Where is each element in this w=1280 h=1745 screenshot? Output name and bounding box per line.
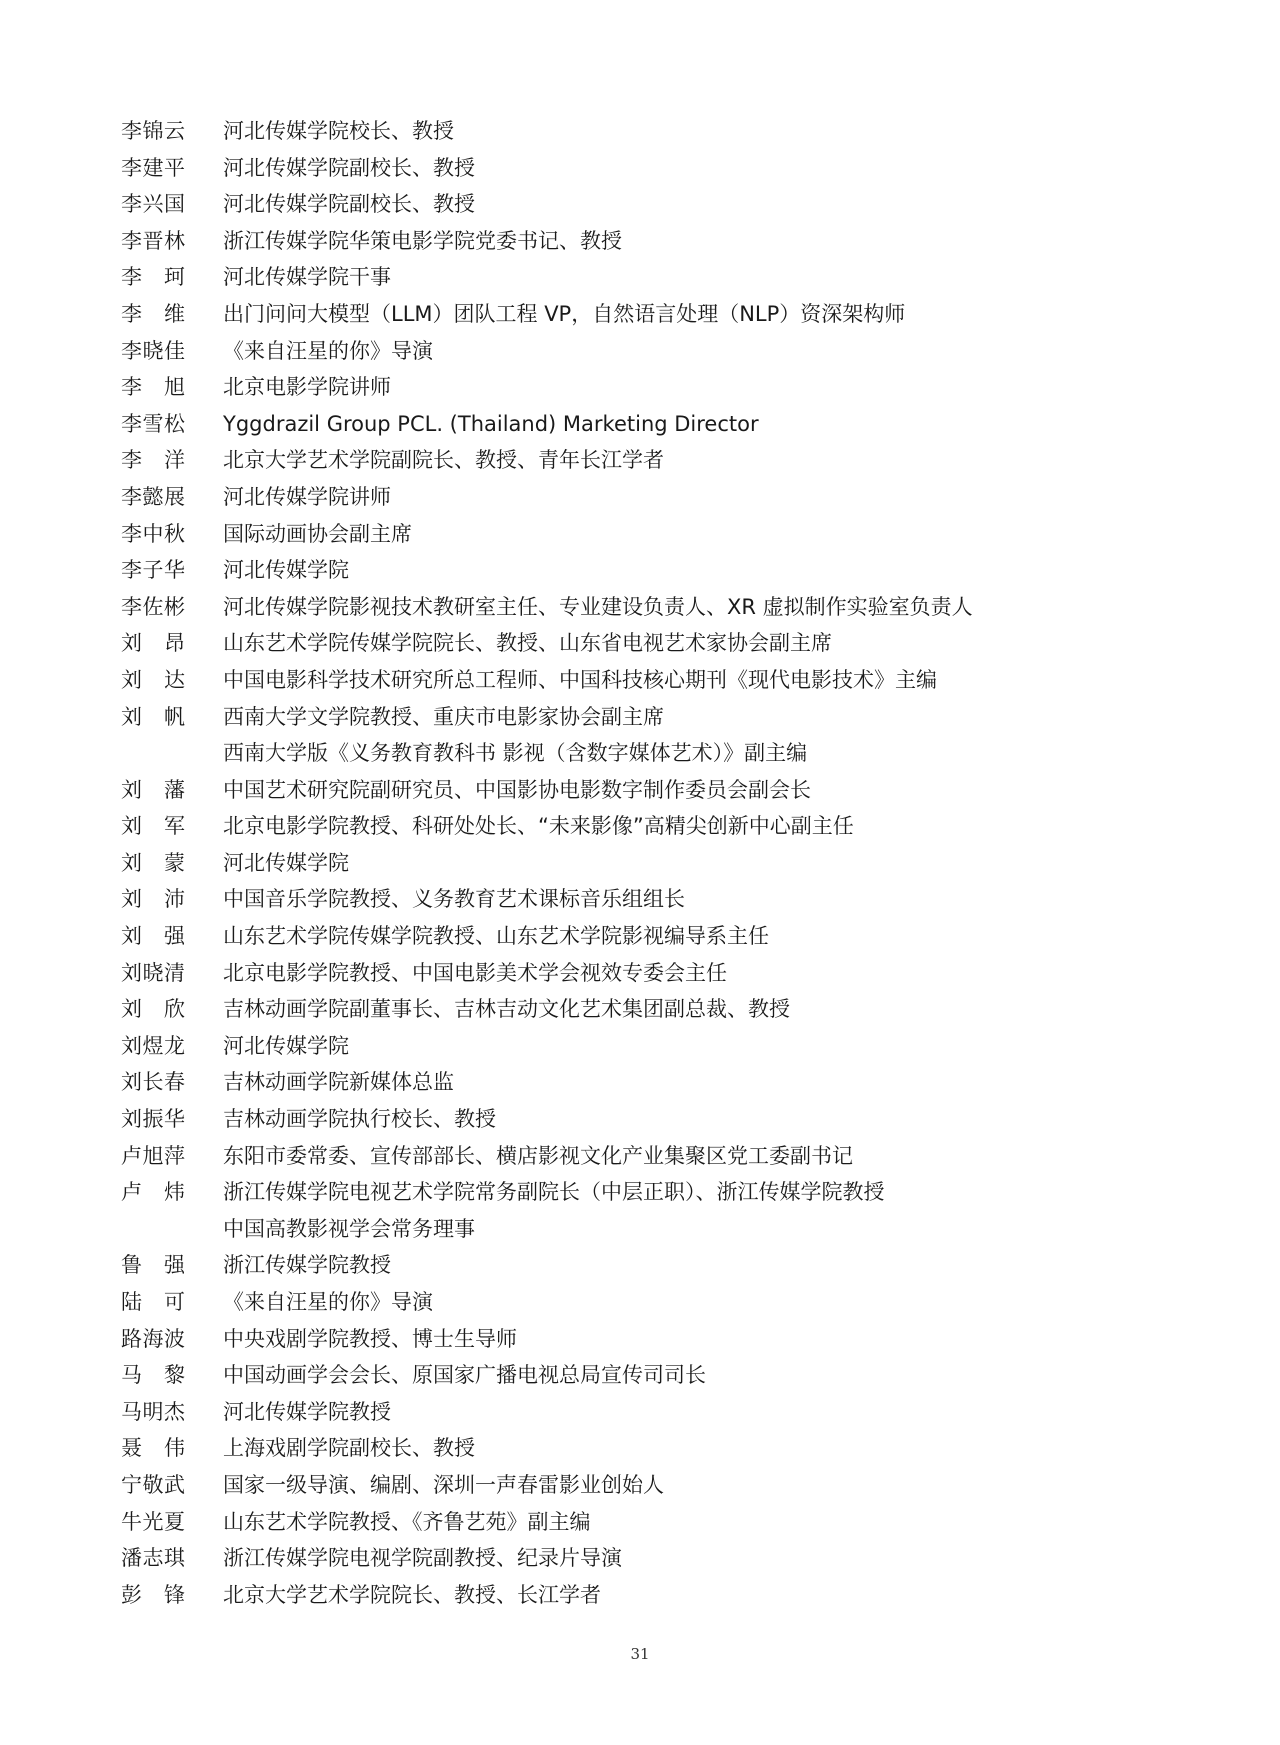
person-title: 出门问问大模型（LLM）团队工程 VP，自然语言处理（NLP）资深架构师 <box>223 301 906 326</box>
list-item <box>121 1394 1181 1431</box>
person-title: Yggdrazil Group PCL. (Thailand) Marketing Director <box>223 411 759 436</box>
person-name: 李雪松 <box>121 411 186 436</box>
person-title: 中国电影科学技术研究所总工程师、中国科技核心期刊《现代电影技术》主编 <box>223 667 937 692</box>
list-item <box>121 589 1181 626</box>
list-item <box>121 1247 1181 1284</box>
person-name: 马 黎 <box>121 1363 186 1388</box>
list-item <box>121 699 1181 736</box>
person-title: 河北传媒学院 <box>223 558 349 583</box>
person-title: 吉林动画学院新媒体总监 <box>223 1070 454 1095</box>
person-title: 《来自汪星的你》导演 <box>223 338 433 363</box>
person-title: 浙江传媒学院电视艺术学院常务副院长（中层正职）、浙江传媒学院教授 <box>223 1180 885 1205</box>
person-title: 中国高教影视学会常务理事 <box>223 1216 475 1241</box>
person-title: 中国音乐学院教授、义务教育艺术课标音乐组组长 <box>223 887 685 912</box>
list-item <box>121 772 1181 809</box>
person-name: 刘 帆 <box>121 704 186 729</box>
person-name: 李晋林 <box>121 228 186 253</box>
list-item <box>121 918 1181 955</box>
person-name: 牛光夏 <box>121 1509 186 1534</box>
list-item <box>121 186 1181 223</box>
list-item <box>121 1211 1181 1248</box>
list-item <box>121 442 1181 479</box>
person-title: 吉林动画学院副董事长、吉林吉动文化艺术集团副总裁、教授 <box>223 997 790 1022</box>
list-item <box>121 479 1181 516</box>
person-title: 河北传媒学院 <box>223 850 349 875</box>
person-title: 东阳市委常委、宣传部部长、横店影视文化产业集聚区党工委副书记 <box>223 1143 853 1168</box>
list-item <box>121 845 1181 882</box>
list-item <box>121 406 1181 443</box>
person-name: 刘晓清 <box>121 960 186 985</box>
list-item <box>121 881 1181 918</box>
list-item <box>121 552 1181 589</box>
person-title: 西南大学文学院教授、重庆市电影家协会副主席 <box>223 704 664 729</box>
page-number: 31 <box>630 1645 650 1663</box>
person-name: 聂 伟 <box>121 1436 186 1461</box>
person-name: 彭 锋 <box>121 1582 186 1607</box>
person-name: 刘 达 <box>121 667 186 692</box>
person-title: 国家一级导演、编剧、深圳一声春雷影业创始人 <box>223 1472 664 1497</box>
person-title: 河北传媒学院影视技术教研室主任、专业建设负责人、XR 虚拟制作实验室负责人 <box>223 594 973 619</box>
person-name: 刘振华 <box>121 1107 186 1132</box>
person-name: 刘 蒙 <box>121 850 186 875</box>
list-item <box>121 223 1181 260</box>
person-name: 刘长春 <box>121 1070 186 1095</box>
person-title: 西南大学版《义务教育教科书 影视（含数字媒体艺术）》副主编 <box>223 741 808 766</box>
person-title: 浙江传媒学院电视学院副教授、纪录片导演 <box>223 1546 622 1571</box>
person-name: 卢 炜 <box>121 1180 186 1205</box>
person-title: 河北传媒学院 <box>223 1033 349 1058</box>
person-name: 李建平 <box>121 155 186 180</box>
person-name: 李锦云 <box>121 119 186 143</box>
person-title: 河北传媒学院讲师 <box>223 484 391 509</box>
person-title: 北京电影学院教授、中国电影美术学会视效专委会主任 <box>223 960 727 985</box>
person-title: 北京电影学院讲师 <box>223 375 391 400</box>
person-name: 李 旭 <box>121 375 186 400</box>
person-title: 国际动画协会副主席 <box>223 521 412 546</box>
person-name: 刘 军 <box>121 814 186 839</box>
person-name: 李 洋 <box>121 448 186 473</box>
person-title: 山东艺术学院传媒学院院长、教授、山东省电视艺术家协会副主席 <box>223 631 832 656</box>
person-title: 河北传媒学院副校长、教授 <box>223 155 475 180</box>
person-name: 刘 沛 <box>121 887 186 912</box>
list-item <box>121 369 1181 406</box>
list-item <box>121 1577 1181 1614</box>
person-name: 李 珂 <box>121 265 186 290</box>
list-item <box>121 1357 1181 1394</box>
person-title: 山东艺术学院教授、《齐鲁艺苑》副主编 <box>223 1509 591 1534</box>
person-title: 中国艺术研究院副研究员、中国影协电影数字制作委员会副会长 <box>223 777 811 802</box>
list-item <box>121 1430 1181 1467</box>
person-name: 李 维 <box>121 301 186 326</box>
person-title: 河北传媒学院教授 <box>223 1399 391 1424</box>
person-name: 刘 欣 <box>121 997 186 1022</box>
list-item <box>121 735 1181 772</box>
person-title: 河北传媒学院干事 <box>223 265 391 290</box>
person-name: 李中秋 <box>121 521 186 546</box>
list-item <box>121 1101 1181 1138</box>
list-item <box>121 955 1181 992</box>
list-item <box>121 625 1181 662</box>
person-name: 陆 可 <box>121 1290 186 1314</box>
list-item <box>121 1064 1181 1101</box>
person-name: 刘 藩 <box>121 777 186 802</box>
person-name: 李兴国 <box>121 192 186 217</box>
person-name: 卢旭萍 <box>121 1143 186 1168</box>
list-item <box>121 1174 1181 1211</box>
person-name: 李佐彬 <box>121 594 186 619</box>
person-name: 李晓佳 <box>121 338 186 363</box>
person-title: 北京大学艺术学院副院长、教授、青年长江学者 <box>223 448 664 473</box>
list-item <box>121 333 1181 370</box>
person-name: 刘 昂 <box>121 631 186 656</box>
person-name: 马明杰 <box>121 1399 186 1424</box>
list-item <box>121 991 1181 1028</box>
person-name: 李懿展 <box>121 484 186 509</box>
list-item <box>121 1504 1181 1541</box>
person-name: 潘志琪 <box>121 1546 186 1571</box>
person-name: 刘煜龙 <box>121 1033 186 1058</box>
person-title: 中央戏剧学院教授、博士生导师 <box>223 1326 517 1351</box>
person-name: 刘 强 <box>121 924 186 949</box>
person-title: 浙江传媒学院教授 <box>223 1253 391 1278</box>
person-title: 北京大学艺术学院院长、教授、长江学者 <box>223 1582 601 1607</box>
list-item <box>121 1028 1181 1065</box>
list-item <box>121 1284 1181 1321</box>
person-title: 河北传媒学院副校长、教授 <box>223 192 475 217</box>
person-title: 浙江传媒学院华策电影学院党委书记、教授 <box>223 228 622 253</box>
list-item <box>121 113 1181 150</box>
list-item <box>121 662 1181 699</box>
person-title: 山东艺术学院传媒学院教授、山东艺术学院影视编导系主任 <box>223 924 769 949</box>
list-item <box>121 1467 1181 1504</box>
member-list <box>121 113 1181 1613</box>
person-name: 路海波 <box>121 1326 186 1351</box>
list-item <box>121 516 1181 553</box>
person-name: 鲁 强 <box>121 1253 186 1278</box>
person-title: 上海戏剧学院副校长、教授 <box>223 1436 475 1461</box>
list-item <box>121 296 1181 333</box>
person-title: 北京电影学院教授、科研处处长、“未来影像”高精尖创新中心副主任 <box>223 814 854 839</box>
person-name: 宁敬武 <box>121 1472 186 1497</box>
list-item <box>121 1540 1181 1577</box>
list-item <box>121 1138 1181 1175</box>
list-item <box>121 808 1181 845</box>
person-title: 《来自汪星的你》导演 <box>223 1290 433 1314</box>
person-title: 河北传媒学院校长、教授 <box>223 119 454 143</box>
person-title: 中国动画学会会长、原国家广播电视总局宣传司司长 <box>223 1363 706 1388</box>
list-item <box>121 1321 1181 1358</box>
person-name: 李子华 <box>121 558 186 583</box>
list-item <box>121 150 1181 187</box>
list-item <box>121 259 1181 296</box>
person-title: 吉林动画学院执行校长、教授 <box>223 1107 496 1132</box>
